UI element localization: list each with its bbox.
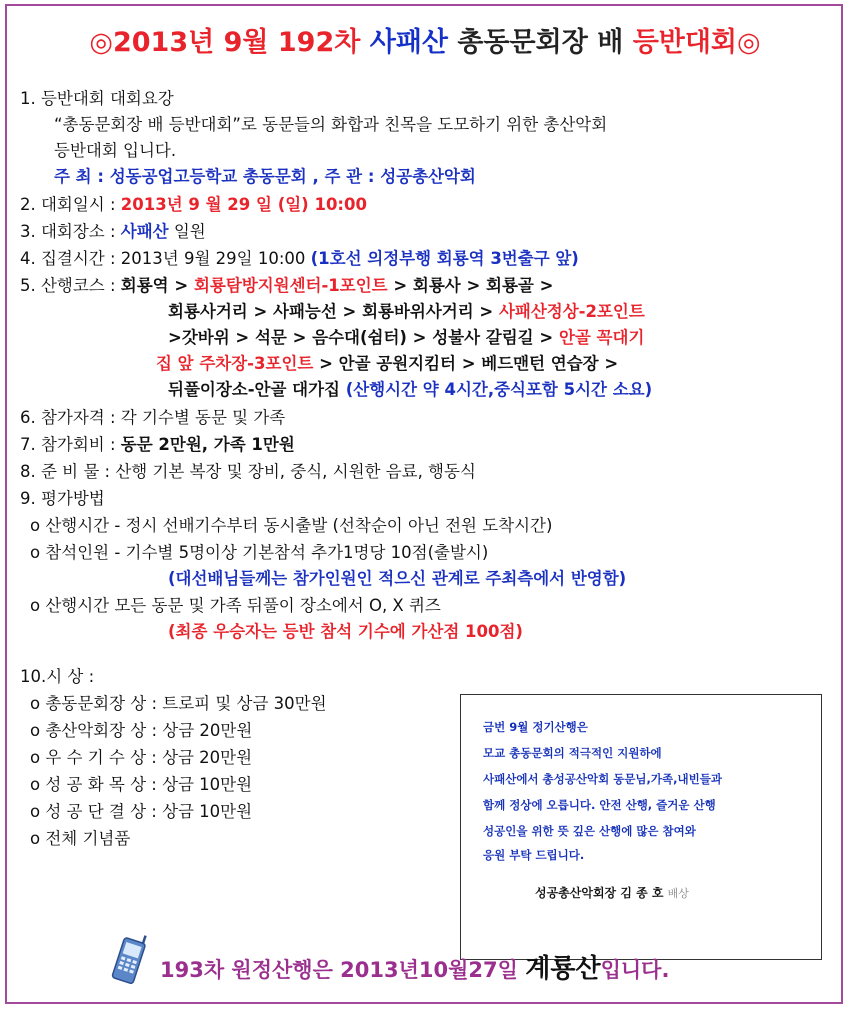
award-item: o 총산악회장 상 : 상금 20만원 [30,721,253,740]
section1-heading: 1. 등반대회 대회요강 [20,89,174,108]
notice-line: 모교 총동문회의 적극적인 지원하에 [483,746,662,760]
section5-course-line1: 5. 산행코스 : 회룡역 > 회룡탐방지원센터-1포인트 > 회룡사 > 회룡골 > [20,276,554,295]
notice-line: 성공인을 위한 뜻 깊은 산행에 많은 참여와 [483,824,696,838]
notice-line: 사패산에서 총성공산악회 동문님,가족,내빈들과 [483,772,722,786]
notice-signature: 성공총산악회장 김 종 호 배상 [535,886,689,900]
section9-heading: 9. 평가방법 [20,489,105,508]
section9-item3-note: (최종 우승자는 등반 참석 기수에 가산점 100점) [168,622,523,641]
section3-place: 3. 대회장소 : 사패산 일원 [20,222,206,241]
notice-line: 금번 9월 정기산행은 [483,720,588,734]
section4-meeting: 4. 집결시간 : 2013년 9월 29일 10:00 (1호선 의정부행 회룡역 3번출구 앞) [20,249,579,268]
section9-item3: o 산행시간 모든 동문 및 가족 뒤풀이 장소에서 O, X 퀴즈 [30,596,441,615]
page-title: ◎2013년 9월 192차 사패산 총동문회장 배 등반대회◎ [89,27,761,58]
section8-supplies: 8. 준 비 물 : 산행 기본 복장 및 장비, 중식, 시원한 음료, 행동식 [20,462,476,481]
section1-host: 주 최 : 성동공업고등학교 총동문회 , 주 관 : 성공총산악회 [54,167,476,186]
section6-eligibility: 6. 참가자격 : 각 기수별 동문 및 가족 [20,408,286,427]
section2-date: 2. 대회일시 : 2013년 9 월 29 일 (일) 10:00 [20,195,367,214]
section10-heading: 10.시 상 : [20,667,95,686]
section9-item2-note: (대선배님들께는 참가인원인 적으신 관계로 주최측에서 반영함) [168,569,627,588]
award-item: o 총동문회장 상 : 트로피 및 상금 30만원 [30,694,327,713]
section5-course-line4: 집 앞 주차장-3포인트 > 안골 공원지킴터 > 베드맨턴 연습장 > [156,354,619,373]
award-item: o 전체 기념품 [30,829,131,848]
section9-item1: o 산행시간 - 정시 선배기수부터 동시출발 (선착순이 아닌 전원 도착시간) [30,516,553,535]
section5-course-line2: 회룡사거리 > 사패능선 > 회룡바위사거리 > 사패산정상-2포인트 [168,302,645,321]
section5-course-line5: 뒤풀이장소-안골 대가집 (산행시간 약 4시간,중식포함 5시간 소요) [168,380,653,399]
notice-line: 응원 부탁 드립니다. [483,848,585,862]
footer-announcement: 193차 원정산행은 2013년10월27일 계룡산입니다. [160,954,670,984]
award-item: o 성 공 화 목 상 : 상금 10만원 [30,775,253,794]
section1-desc-line1: “총동문회장 배 등반대회”로 동문들의 화합과 친목을 도모하기 위한 총산악회 [54,115,608,134]
phone-icon [100,930,160,990]
award-item: o 성 공 단 결 상 : 상금 10만원 [30,802,253,821]
section9-item2: o 참석인원 - 기수별 5명이상 기본참석 추가1명당 10점(출발시) [30,543,489,562]
notice-line: 함께 정상에 오릅니다. 안전 산행, 즐거운 산행 [483,798,716,812]
section5-course-line3: >갓바위 > 석문 > 음수대(쉼터) > 성불사 갈림길 > 안골 꼭대기 [168,328,645,347]
section1-desc-line2: 등반대회 입니다. [54,141,177,160]
notice-box [460,694,822,960]
award-item: o 우 수 기 수 상 : 상금 20만원 [30,748,253,767]
section7-fee: 7. 참가회비 : 동문 2만원, 가족 1만원 [20,435,295,454]
